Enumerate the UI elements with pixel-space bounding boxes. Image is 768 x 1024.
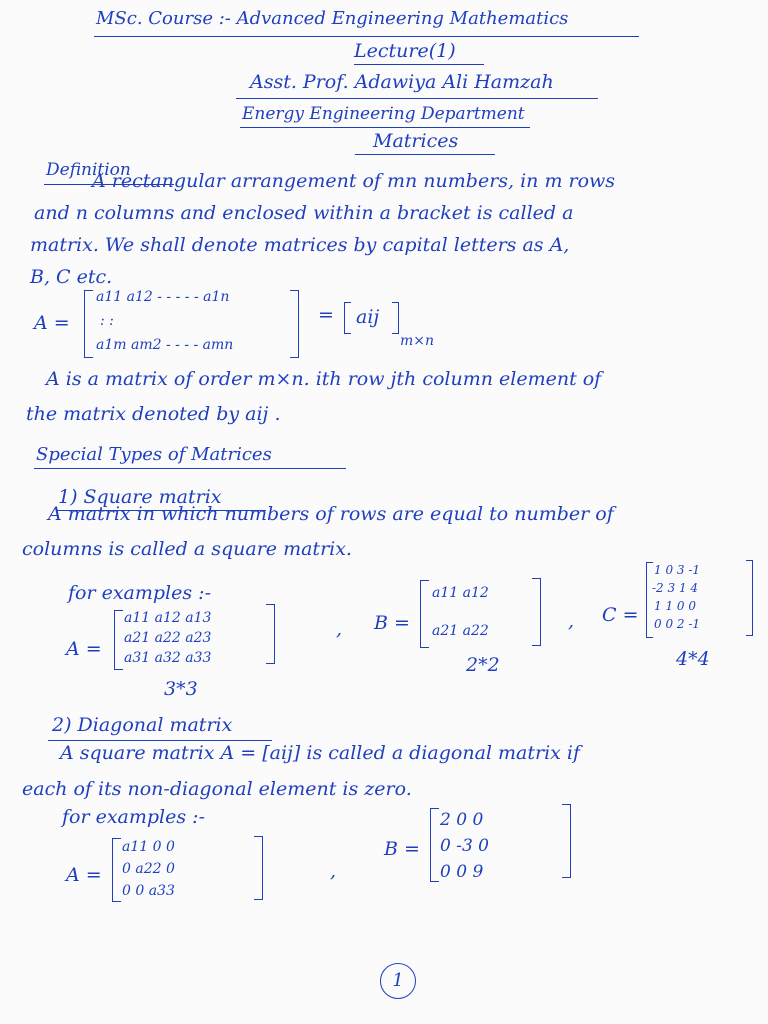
square-c-row-3: 1 1 0 0 [654,599,696,613]
diagonal-a-left-bracket [112,838,121,902]
square-b-label: B = [374,612,410,634]
diagonal-b-label: B = [384,838,420,860]
square-line-1: A matrix in which numbers of rows are equal to number of [48,503,614,525]
square-comma-1: , [336,618,343,640]
diagonal-line-1: A square matrix A = [aij] is called a diagonal matrix if [60,742,581,764]
square-b-row-1: a11 a12 [432,585,489,601]
square-b-order: 2*2 [466,654,500,676]
course-title: MSc. Course :- Advanced Engineering Mathematics [96,8,569,29]
diagonal-a-row-2: 0 a22 0 [122,861,175,877]
definition-line-5: A is a matrix of order m×n. ith row jth column element of [46,368,602,390]
general-matrix-equals: = [318,304,334,326]
square-c-label: C = [602,604,639,626]
department-name: Energy Engineering Department [242,104,525,124]
diagonal-examples: for examples :- [62,806,205,828]
topic-title: Matrices [373,130,459,152]
general-matrix-left-bracket [84,290,93,358]
diagonal-b-row-2: 0 -3 0 [440,836,489,856]
general-matrix-row-3: a1m am2 - - - - amn [96,337,234,353]
course-underline [94,36,639,37]
square-a-row-1: a11 a12 a13 [124,610,212,626]
diagonal-underline [48,740,272,741]
square-comma-2: , [568,610,575,632]
special-types-heading: Special Types of Matrices [36,444,272,465]
definition-line-4: B, C etc. [30,266,113,288]
general-matrix-label: A = [34,312,70,334]
square-examples: for examples :- [68,582,211,604]
diagonal-a-right-bracket [254,836,263,900]
square-c-right-bracket [746,560,753,636]
compact-order: m×n [400,333,435,349]
diagonal-comma: , [330,860,337,882]
square-c-row-1: 1 0 3 -1 [654,563,701,577]
lecture-underline [354,64,484,65]
square-c-row-2: -2 3 1 4 [652,581,699,595]
square-c-order: 4*4 [676,648,710,670]
square-b-right-bracket [532,578,541,646]
square-a-right-bracket [266,604,275,664]
topic-underline [355,154,495,155]
general-matrix-row-2: : : [100,313,114,329]
diagonal-heading: 2) Diagonal matrix [52,714,233,736]
definition-line-2: and n columns and enclosed within a bracket is called a [34,202,574,224]
department-underline [240,127,530,128]
definition-line-3: matrix. We shall denote matrices by capital letters as A, [30,234,570,256]
diagonal-a-label: A = [66,864,102,886]
compact-element: aij [356,306,380,328]
square-line-2: columns is called a square matrix. [22,538,352,560]
square-heading: 1) Square matrix [58,486,222,508]
general-matrix-right-bracket [290,290,299,358]
square-b-left-bracket [420,580,429,648]
diagonal-a-row-3: 0 0 a33 [122,883,175,899]
square-b-row-2: a21 a22 [432,623,489,639]
compact-right-bracket [392,302,399,334]
diagonal-b-row-1: 2 0 0 [440,810,484,830]
definition-line-6: the matrix denoted by aij . [26,403,281,425]
definition-heading: Definition [46,160,131,180]
square-a-label: A = [66,638,102,660]
square-a-row-2: a21 a22 a23 [124,630,212,646]
definition-line-1: A rectangular arrangement of mn numbers, in m rows [92,170,616,192]
special-types-underline [34,468,346,469]
square-a-order: 3*3 [164,678,198,700]
diagonal-line-2: each of its non-diagonal element is zero. [22,778,412,800]
diagonal-b-left-bracket [430,808,439,882]
author-underline [236,98,598,99]
diagonal-b-right-bracket [562,804,571,878]
square-a-left-bracket [114,610,123,670]
square-a-row-3: a31 a32 a33 [124,650,212,666]
general-matrix-row-1: a11 a12 - - - - - a1n [96,289,230,305]
author-name: Asst. Prof. Adawiya Ali Hamzah [250,71,554,93]
diagonal-b-row-3: 0 0 9 [440,862,484,882]
compact-left-bracket [344,302,351,334]
lecture-title: Lecture(1) [354,40,456,62]
diagonal-a-row-1: a11 0 0 [122,839,175,855]
page-number: 1 [380,963,416,999]
square-c-row-4: 0 0 2 -1 [654,617,701,631]
square-c-left-bracket [646,562,653,638]
